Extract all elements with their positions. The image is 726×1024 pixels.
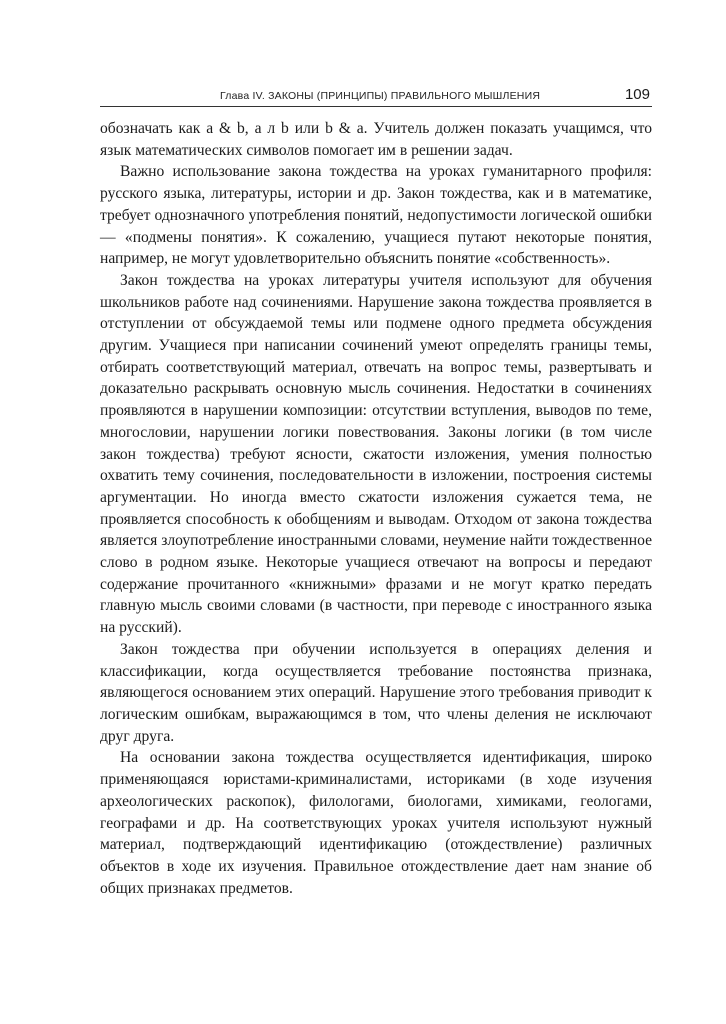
paragraph: Закон тождества при обучении используется в операциях деления и классификации, когда осуществляется требование постоянства признака, являющегося основанием этих операций. Нарушение этого требования приводит к логическим ошибкам, выражающимся в том, что члены деления не исключают друг друга. <box>100 640 652 745</box>
page-number: 109 <box>624 86 650 103</box>
paragraph: Важно использование закона тождества на уроках гуманитарного профиля: русского языка, литературы, истории и др. Закон тождества, как и в математике, требует однозначного употребления понятий, недопустимости логической ошибки — «подмены понятия». К сожалению, учащиеся путают некоторые понятия, например, не могут удовлетворительно объяснить понятие «собственность». <box>100 163 652 268</box>
chapter-title: Глава IV. ЗАКОНЫ (ПРИНЦИПЫ) ПРАВИЛЬНОГО МЫШЛЕНИЯ <box>220 90 541 102</box>
paragraph: обозначать как a & b, a л b или b & a. Учитель должен показать учащимся, что язык математических символов помогает им в решении задач. <box>100 120 652 159</box>
page-body <box>100 118 652 899</box>
header-rule <box>100 106 652 107</box>
paragraph: Закон тождества на уроках литературы учителя используют для обучения школьников работе над сочинениями. Нарушение закона тождества проявляется в отступлении от обсуждаемой темы или подмене одного предмета обсуждения другим. Учащиеся при написании сочинений умеют определять границы темы, отбирать соответствующий материал, отвечать на вопрос темы, развертывать и доказательно раскрывать основную мысль сочинения. Недостатки в сочинениях проявляются в нарушении композиции: отсутствии вступления, выводов по теме, многословии, нарушении логики повествования. Законы логики (в том числе закон тождества) требуют ясности, сжатости изложения, умения полностью охватить тему сочинения, последовательности в изложении, построения системы аргументации. Но иногда вместо сжатости изложения сужается тема, не проявляется способность к обобщениям и выводам. Отходом от закона тождества является злоупотребление иностранными словами, неумение найти тождественное слово в родном языке. Некоторые учащиеся отвечают на вопросы и передают содержание прочитанного «книжными» фразами и не могут кратко передать главную мысль своими словами (в частности, при переводе с иностранного языка на русский). <box>100 271 652 637</box>
paragraph: На основании закона тождества осуществляется идентификация, широко применяющаяся юристами-криминалистами, историками (в ходе изучения археологических раскопок), филологами, биологами, химиками, геологами, географами и др. На соответствующих уроках учителя используют нужный материал, подтверждающий идентификацию (отождествление) различных объектов в ходе их изучения. Правильное отождествление дает нам знание об общих признаках предметов. <box>100 749 652 897</box>
